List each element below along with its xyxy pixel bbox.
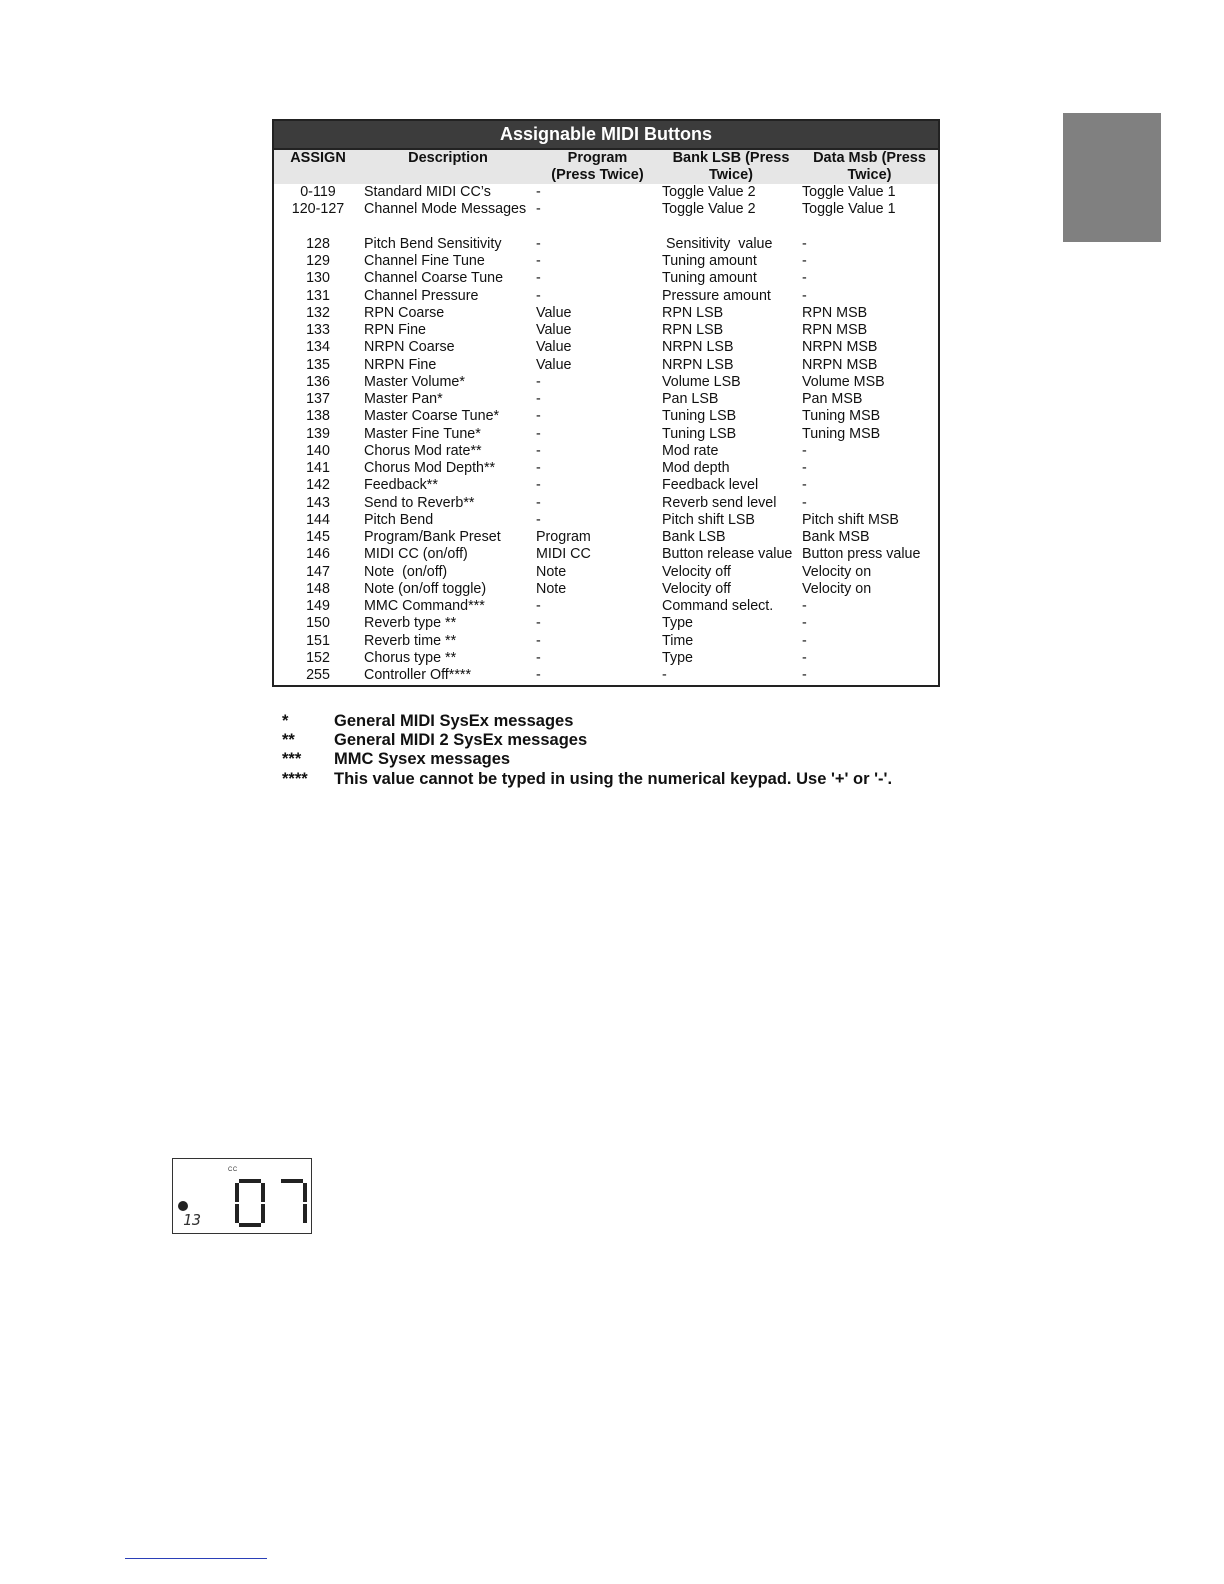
footnote bbox=[282, 770, 892, 789]
header-assign: ASSIGN bbox=[290, 150, 346, 166]
cell-program: Value bbox=[536, 356, 572, 373]
cell-program: - bbox=[536, 253, 541, 269]
cell-data-msb bbox=[801, 219, 938, 236]
cell-bank-lsb bbox=[661, 219, 801, 236]
footnote-mark: **** bbox=[282, 769, 308, 788]
cell-data-msb: - bbox=[802, 477, 807, 494]
table-row bbox=[274, 564, 938, 581]
table-row bbox=[274, 219, 938, 236]
lcd-segment bbox=[303, 1183, 307, 1202]
table-row bbox=[274, 581, 938, 598]
cell-data-msb: Toggle Value 1 bbox=[802, 184, 896, 200]
cell-assign: 128 bbox=[306, 235, 330, 252]
cell-bank-lsb: Reverb send level bbox=[662, 494, 777, 511]
lcd-segment bbox=[235, 1204, 239, 1223]
cell-description: Master Fine Tune* bbox=[364, 425, 481, 442]
cell-bank-lsb: Feedback level bbox=[662, 477, 759, 494]
table-body bbox=[274, 184, 938, 684]
cell-description: Channel Mode Messages bbox=[364, 201, 527, 218]
table-row bbox=[274, 426, 938, 443]
cell-data-msb: - bbox=[802, 270, 807, 287]
table-row bbox=[274, 236, 938, 253]
cell-bank-lsb: Toggle Value 2 bbox=[662, 184, 756, 200]
table-row bbox=[274, 529, 938, 546]
lcd-display bbox=[172, 1158, 312, 1234]
cell-data-msb: Tuning MSB bbox=[802, 408, 881, 425]
footnote-text: General MIDI SysEx messages bbox=[334, 712, 574, 730]
cell-data-msb: Bank MSB bbox=[802, 529, 870, 545]
cell-program: - bbox=[536, 270, 541, 287]
cell-bank-lsb: RPN LSB bbox=[662, 304, 724, 321]
lcd-dot-indicator bbox=[178, 1201, 188, 1211]
cell-assign: 141 bbox=[306, 460, 330, 476]
cell-program: - bbox=[536, 649, 541, 666]
table-row bbox=[274, 184, 938, 201]
cell-program: - bbox=[536, 391, 541, 407]
header-bank-lsb: Bank LSB (Press Twice) bbox=[672, 150, 790, 183]
cell-bank-lsb: Toggle Value 2 bbox=[662, 201, 756, 218]
cell-program: Value bbox=[536, 322, 572, 338]
cell-bank-lsb: - bbox=[662, 667, 667, 683]
cell-program: - bbox=[536, 460, 541, 476]
cell-bank-lsb: Command select. bbox=[662, 598, 774, 614]
cell-assign: 149 bbox=[306, 598, 330, 614]
cell-assign: 152 bbox=[306, 649, 330, 666]
cell-description: Pitch Bend bbox=[364, 511, 434, 528]
cell-bank-lsb: Velocity off bbox=[662, 580, 731, 597]
cell-bank-lsb: Time bbox=[662, 632, 694, 649]
footnote bbox=[282, 750, 892, 769]
cell-description: Chorus Mod Depth** bbox=[364, 460, 496, 476]
cell-data-msb: Tuning MSB bbox=[802, 425, 881, 442]
cell-program: - bbox=[536, 477, 541, 494]
cell-bank-lsb: Sensitivity value bbox=[662, 235, 773, 252]
footnotes bbox=[282, 712, 892, 789]
cell-bank-lsb: NRPN LSB bbox=[662, 356, 734, 373]
cell-program: MIDI CC bbox=[536, 546, 591, 563]
cell-program bbox=[534, 219, 661, 236]
cell-bank-lsb: Tuning amount bbox=[662, 270, 757, 287]
cell-program: - bbox=[536, 494, 541, 511]
table-row bbox=[274, 633, 938, 650]
table-row bbox=[274, 546, 938, 563]
lcd-small-digits: 13 bbox=[183, 1211, 202, 1229]
cell-description: Standard MIDI CC’s bbox=[364, 184, 491, 200]
cell-assign: 151 bbox=[306, 632, 330, 649]
lcd-segment bbox=[239, 1179, 261, 1183]
cell-assign: 139 bbox=[306, 425, 330, 442]
lcd-segment bbox=[261, 1204, 265, 1223]
cell-bank-lsb: Pan LSB bbox=[662, 391, 719, 407]
table-row bbox=[274, 512, 938, 529]
footnote-text: MMC Sysex messages bbox=[334, 750, 511, 769]
cell-data-msb: Button press value bbox=[802, 546, 921, 563]
cell-data-msb: - bbox=[802, 649, 807, 666]
cell-bank-lsb: Button release value bbox=[662, 546, 793, 563]
cell-description: Send to Reverb** bbox=[364, 494, 475, 511]
cell-assign: 129 bbox=[306, 253, 330, 269]
cell-assign: 137 bbox=[306, 391, 330, 407]
table-row bbox=[274, 495, 938, 512]
cell-description: Reverb type ** bbox=[364, 615, 457, 632]
table-row bbox=[274, 598, 938, 615]
header-data-msb: Data Msb (Press Twice) bbox=[813, 150, 926, 183]
cell-assign bbox=[274, 219, 362, 236]
cell-assign: 148 bbox=[306, 580, 330, 597]
cell-bank-lsb: Tuning LSB bbox=[662, 425, 737, 442]
cell-program: - bbox=[536, 408, 541, 425]
table-row bbox=[274, 322, 938, 339]
cell-description: Channel Fine Tune bbox=[364, 253, 485, 269]
table-row bbox=[274, 667, 938, 684]
cell-bank-lsb: Type bbox=[662, 649, 693, 666]
cell-program: - bbox=[536, 201, 541, 218]
cell-program: Value bbox=[536, 339, 572, 356]
cell-data-msb: NRPN MSB bbox=[802, 356, 878, 373]
table-row bbox=[274, 288, 938, 305]
table-row bbox=[274, 305, 938, 322]
table-row bbox=[274, 339, 938, 356]
cell-program: - bbox=[536, 598, 541, 614]
cell-description: NRPN Coarse bbox=[364, 339, 455, 356]
cell-assign: 146 bbox=[306, 546, 330, 563]
cell-data-msb: - bbox=[802, 235, 807, 252]
cell-program: - bbox=[536, 615, 541, 632]
table-row bbox=[274, 201, 938, 218]
cell-description: RPN Fine bbox=[364, 322, 426, 338]
cell-bank-lsb: Pressure amount bbox=[662, 287, 771, 304]
table-row bbox=[274, 408, 938, 425]
assignable-midi-buttons-table bbox=[272, 119, 940, 687]
cell-bank-lsb: NRPN LSB bbox=[662, 339, 734, 356]
cell-program: - bbox=[536, 442, 541, 459]
cell-data-msb: - bbox=[802, 598, 807, 614]
cell-assign: 134 bbox=[306, 339, 330, 356]
footnote-text: General MIDI 2 SysEx messages bbox=[334, 731, 588, 750]
cell-description: Chorus Mod rate** bbox=[364, 442, 482, 459]
cell-description: NRPN Fine bbox=[364, 356, 437, 373]
cell-description: Master Volume* bbox=[364, 373, 465, 390]
footnote-mark: *** bbox=[282, 750, 302, 769]
footnote bbox=[282, 731, 892, 750]
table-row bbox=[274, 253, 938, 270]
table-title: Assignable MIDI Buttons bbox=[274, 121, 938, 150]
cell-program: - bbox=[536, 184, 541, 200]
cell-description: Reverb time ** bbox=[364, 632, 457, 649]
lcd-segment bbox=[239, 1223, 261, 1227]
header-description: Description bbox=[408, 150, 488, 166]
cell-bank-lsb: Bank LSB bbox=[662, 529, 726, 545]
cell-data-msb: - bbox=[802, 667, 807, 683]
cell-assign: 135 bbox=[306, 356, 330, 373]
cell-assign: 0-119 bbox=[300, 184, 336, 200]
cell-bank-lsb: RPN LSB bbox=[662, 322, 724, 338]
cell-program: Value bbox=[536, 304, 572, 321]
cell-description: Master Coarse Tune* bbox=[364, 408, 500, 425]
footer-rule bbox=[125, 1558, 267, 1559]
cell-assign: 142 bbox=[306, 477, 330, 494]
table-row bbox=[274, 615, 938, 632]
cell-bank-lsb: Mod rate bbox=[662, 442, 719, 459]
lcd-segment bbox=[303, 1204, 307, 1223]
table-row bbox=[274, 357, 938, 374]
cell-bank-lsb: Velocity off bbox=[662, 563, 731, 580]
table-row bbox=[274, 374, 938, 391]
section-tab-marker bbox=[1063, 113, 1161, 242]
cell-assign: 133 bbox=[306, 322, 330, 338]
cell-assign: 145 bbox=[306, 529, 330, 545]
cell-data-msb: Velocity on bbox=[802, 563, 872, 580]
cell-bank-lsb: Pitch shift LSB bbox=[662, 511, 755, 528]
table-row bbox=[274, 460, 938, 477]
cell-assign: 255 bbox=[306, 667, 330, 683]
cell-program: Note bbox=[536, 580, 567, 597]
cell-program: Note bbox=[536, 563, 567, 580]
cell-description: Note (on/off) bbox=[364, 563, 448, 580]
table-row bbox=[274, 650, 938, 667]
cell-data-msb: - bbox=[802, 442, 807, 459]
table-row bbox=[274, 477, 938, 494]
cell-assign: 131 bbox=[306, 287, 330, 304]
cell-bank-lsb: Tuning amount bbox=[662, 253, 757, 269]
cell-description: Pitch Bend Sensitivity bbox=[364, 235, 502, 252]
cell-description: Channel Pressure bbox=[364, 287, 479, 304]
cell-assign: 120-127 bbox=[291, 201, 345, 218]
cell-assign: 136 bbox=[306, 373, 330, 390]
cell-data-msb: - bbox=[802, 632, 807, 649]
cell-program: - bbox=[536, 425, 541, 442]
lcd-segment bbox=[261, 1183, 265, 1202]
cell-data-msb: NRPN MSB bbox=[802, 339, 878, 356]
footnote bbox=[282, 712, 892, 731]
cell-assign: 144 bbox=[306, 511, 330, 528]
table-row bbox=[274, 270, 938, 287]
cell-bank-lsb: Volume LSB bbox=[662, 373, 741, 390]
cell-description: Channel Coarse Tune bbox=[364, 270, 504, 287]
cell-data-msb: RPN MSB bbox=[802, 322, 868, 338]
lcd-big-digits bbox=[235, 1179, 311, 1229]
cell-data-msb: Velocity on bbox=[802, 580, 872, 597]
cell-description: RPN Coarse bbox=[364, 304, 445, 321]
cell-description: Master Pan* bbox=[364, 391, 443, 407]
cell-assign: 140 bbox=[306, 442, 330, 459]
cell-bank-lsb: Tuning LSB bbox=[662, 408, 737, 425]
cell-data-msb: - bbox=[802, 460, 807, 476]
cell-assign: 130 bbox=[306, 270, 330, 287]
cell-assign: 147 bbox=[306, 563, 330, 580]
cell-data-msb: - bbox=[802, 615, 807, 632]
cell-data-msb: Volume MSB bbox=[802, 373, 885, 390]
cell-program: - bbox=[536, 632, 541, 649]
cell-description: Controller Off**** bbox=[364, 667, 472, 683]
cell-assign: 143 bbox=[306, 494, 330, 511]
cell-description: Note (on/off toggle) bbox=[364, 580, 487, 597]
cell-program: - bbox=[536, 287, 541, 304]
table-row bbox=[274, 391, 938, 408]
table-header-row bbox=[274, 150, 938, 184]
lcd-segment bbox=[281, 1179, 303, 1183]
cell-program: Program bbox=[536, 529, 591, 545]
table-row bbox=[274, 443, 938, 460]
cell-data-msb: - bbox=[802, 253, 807, 269]
cell-program: - bbox=[536, 667, 541, 683]
cell-description: MMC Command*** bbox=[364, 598, 485, 614]
footnote-mark: ** bbox=[282, 731, 295, 750]
cell-program: - bbox=[536, 373, 541, 390]
cell-bank-lsb: Type bbox=[662, 615, 693, 632]
cell-data-msb: - bbox=[802, 287, 807, 304]
cell-data-msb: Pitch shift MSB bbox=[802, 511, 899, 528]
cell-assign: 150 bbox=[306, 615, 330, 632]
footnote-text: This value cannot be typed in using the numerical keypad. Use '+' or '-'. bbox=[334, 769, 893, 788]
cell-assign: 132 bbox=[306, 304, 330, 321]
cell-bank-lsb: Mod depth bbox=[662, 460, 730, 476]
cell-program: - bbox=[536, 511, 541, 528]
cell-description bbox=[362, 219, 534, 236]
cell-assign: 138 bbox=[306, 408, 330, 425]
cell-data-msb: RPN MSB bbox=[802, 304, 868, 321]
cell-description: MIDI CC (on/off) bbox=[364, 546, 468, 563]
cell-description: Program/Bank Preset bbox=[364, 529, 501, 545]
cell-description: Chorus type ** bbox=[364, 649, 457, 666]
header-program: Program (Press Twice) bbox=[551, 150, 644, 183]
cell-data-msb: Toggle Value 1 bbox=[802, 201, 896, 218]
cell-program: - bbox=[536, 235, 541, 252]
lcd-cc-indicator: CC bbox=[228, 1167, 238, 1173]
lcd-segment bbox=[235, 1183, 239, 1202]
cell-description: Feedback** bbox=[364, 477, 438, 494]
footnote-mark: * bbox=[282, 712, 289, 730]
cell-data-msb: - bbox=[802, 494, 807, 511]
cell-data-msb: Pan MSB bbox=[802, 391, 863, 407]
